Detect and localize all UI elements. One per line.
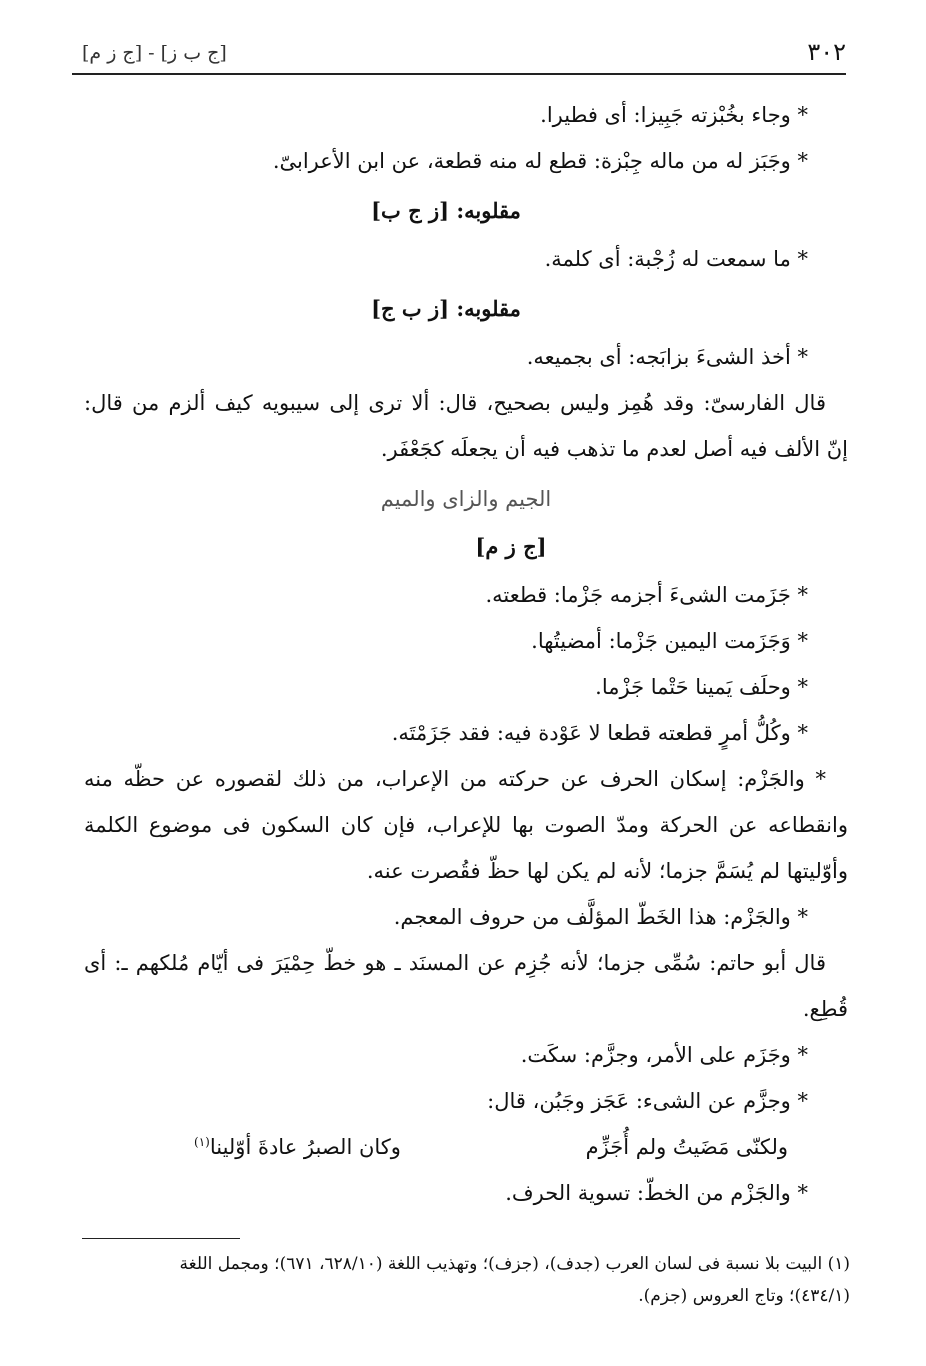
paragraph: * وكُلُّ أمرٍ قطعته قطعا لا عَوْدة فيه: فقد جَزَمْتَه. <box>391 721 808 745</box>
footnote: (١) البيت بلا نسبة فى لسان العرب (جدف)، (جزف)؛ وتهذيب اللغة (٦٢٨/١٠، ٦٧١)؛ ومجمل اللغة <box>179 1254 850 1274</box>
page-number: ٣٠٢ <box>807 38 846 66</box>
verse-first-hemistich: ولكنّى مَضَيتُ ولم أُجَزِّم <box>585 1135 788 1159</box>
section-heading: مقلوبه: [ز ج ب] <box>371 198 521 223</box>
paragraph: * وحلَف يَمينا حَتْما جَزْما. <box>595 675 808 699</box>
page-header <box>70 38 846 72</box>
paragraph: * والجَزْم من الخطّ: تسوية الحرف. <box>505 1181 808 1205</box>
paragraph: وأوّليتها لم يُسَمَّ جزما؛ لأنه لم يكن لها حظّ فقُصرت عنه. <box>366 859 848 883</box>
paragraph: إنّ الألف فيه أصل لعدم ما تذهب فيه أن يجعلَه كجَعْفَر. <box>380 437 848 461</box>
poem-verse <box>84 1124 848 1170</box>
footnotes <box>80 1248 850 1312</box>
paragraph: * ما سمعت له زُجْبة: أى كلمة. <box>544 247 808 271</box>
paragraph: * وَجَزَمت اليمين جَزْما: أمضيتُها. <box>531 629 808 653</box>
paragraph: قال الفارسىّ: وقد هُمِز وليس بصحيح، قال: ألا ترى إلى سيبويه كيف ألزم من قال: <box>84 391 826 415</box>
paragraph: * وجزَّم عن الشىء: عَجَز وجَبُن، قال: <box>487 1089 808 1113</box>
root-heading: [ج ز م] <box>475 534 547 559</box>
footnote-ref[interactable]: (١) <box>194 1135 210 1149</box>
paragraph: * وجاء بخُبْزته جَبِيزا: أى فطيرا. <box>540 103 808 127</box>
paragraph: * جَزَمت الشىءَ أجزمه جَزْما: قطعته. <box>485 583 808 607</box>
paragraph: قُطِع. <box>802 997 848 1021</box>
paragraph: * وجَزَم على الأمر، وجزَّم: سكَت. <box>520 1043 808 1067</box>
paragraph: * أخذ الشىءَ بزابَجه: أى بجميعه. <box>526 345 808 369</box>
paragraph: * وجَبَز له من ماله جِبْزة: قطع له منه قطعة، عن ابن الأعرابىّ. <box>272 149 808 173</box>
footnote-rule <box>82 1238 240 1239</box>
section-heading: مقلوبه: [ز ب ج] <box>371 296 521 321</box>
footnote: (٤٣٤/١)؛ وتاج العروس (جزم). <box>638 1286 850 1306</box>
paragraph: قال أبو حاتم: سُمِّى جزما؛ لأنه جُزِم عن المسنَد ـ هو خطّ حِمْيَرَ فى أيّام مُلكهم ـ: أى <box>84 951 826 975</box>
running-head: [ج ب ز] - [ج ز م] <box>82 42 227 64</box>
verse-second-hemistich: وكان الصبرُ عادةَ أوّلينا$^{(١)}$ <box>194 1135 401 1159</box>
header-rule <box>72 73 846 75</box>
chapter-heading: الجيم والزاى والميم <box>380 487 552 511</box>
paragraph: * والجَزْم: إسكان الحرف عن حركته من الإعراب، من ذلك لقصوره عن حظّه منه <box>84 767 826 791</box>
main-text <box>84 92 848 1216</box>
paragraph: وانقطاعه عن الحركة ومدّ الصوت بها للإعراب، فإن كان السكون فى موضوع الكلمة <box>84 813 848 837</box>
paragraph: * والجَزْم: هذا الخَطّ المؤلَّف من حروف المعجم. <box>393 905 808 929</box>
